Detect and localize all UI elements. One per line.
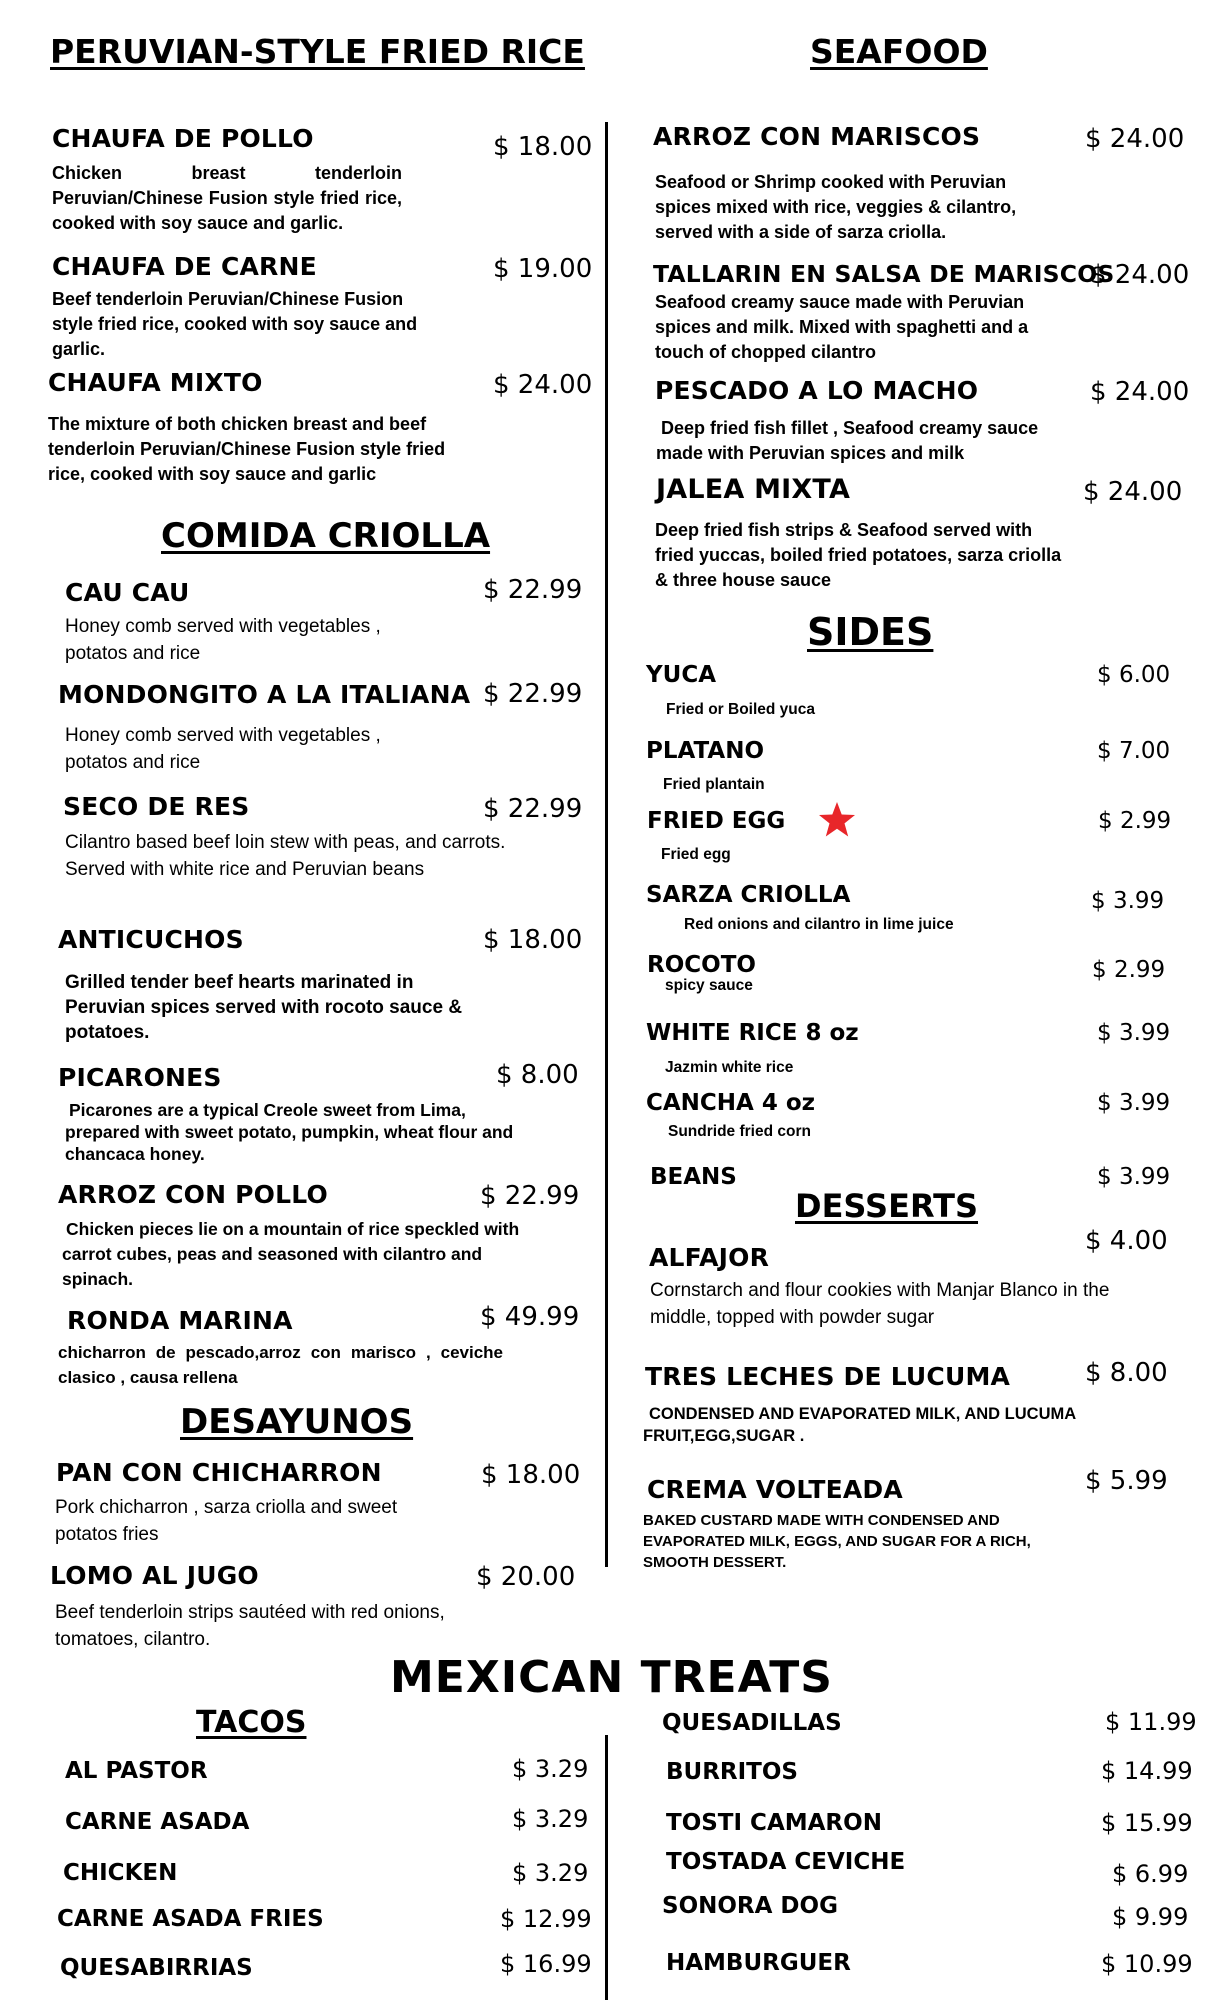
section-tacos: TACOS xyxy=(196,1705,307,1740)
item-name: CHAUFA DE CARNE xyxy=(52,252,317,281)
column-divider-bottom xyxy=(605,1735,608,2000)
item-price: $ 18.00 xyxy=(483,925,583,955)
item-name: PAN CON CHICHARRON xyxy=(56,1458,382,1487)
column-divider-top xyxy=(605,122,608,1567)
item-description: The mixture of both chicken breast and beef tenderloin Peruvian/Chinese Fusion style fried rice, cooked with soy sauce and garlic xyxy=(48,414,446,484)
item-description: Deep fried fish strips & Seafood served with fried yuccas, boiled fried potatoes, sarza criolla & three house sauce xyxy=(655,520,1062,590)
item-price: $ 5.99 xyxy=(1085,1466,1168,1496)
item-price: $ 24.00 xyxy=(493,370,593,400)
item-description: Picarones are a typical Creole sweet from Lima, prepared with sweet potato, pumpkin, wheat flour and chancaca honey. xyxy=(65,1100,514,1164)
item-name: BURRITOS xyxy=(666,1759,798,1785)
item-name: TOSTADA CEVICHE xyxy=(666,1849,906,1875)
item-price: $ 24.00 xyxy=(1090,260,1190,290)
item-name: QUESABIRRIAS xyxy=(60,1955,253,1981)
item-description: Seafood creamy sauce made with Peruvian spices and milk. Mixed with spaghetti and a touch of chopped cilantro xyxy=(655,292,1029,362)
item-name: ALFAJOR xyxy=(649,1243,770,1272)
item-description: Grilled tender beef hearts marinated in Peruvian spices served with rocoto sauce & potatoes. xyxy=(65,972,463,1043)
item-price: $ 24.00 xyxy=(1085,124,1185,154)
item-name: CARNE ASADA xyxy=(65,1809,250,1835)
item-description: Fried or Boiled yuca xyxy=(666,701,816,718)
item-name: RONDA MARINA xyxy=(67,1306,293,1335)
item-price: $ 18.00 xyxy=(481,1460,581,1490)
item-price: $ 3.29 xyxy=(512,1805,589,1833)
item-price: $ 8.00 xyxy=(1085,1358,1168,1388)
item-description: Seafood or Shrimp cooked with Peruvian spices mixed with rice, veggies & cilantro, served with a side of sarza criolla. xyxy=(655,172,1017,242)
section-sides: SIDES xyxy=(807,610,934,654)
item-description: Cilantro based beef loin stew with peas, and carrots. Served with white rice and Peruvian beans xyxy=(65,832,506,880)
item-price: $ 16.99 xyxy=(500,1950,592,1978)
section-comida-criolla: COMIDA CRIOLLA xyxy=(161,516,491,556)
item-name: SONORA DOG xyxy=(662,1893,838,1919)
section-seafood: SEAFOOD xyxy=(810,32,988,71)
section-mexican-treats: MEXICAN TREATS xyxy=(390,1652,833,1703)
item-name: CAU CAU xyxy=(65,578,190,607)
item-description: chicharron de pescado,arroz con marisco , ceviche clasico , causa rellena xyxy=(58,1343,503,1387)
item-description: BAKED CUSTARD MADE WITH CONDENSED AND EVAPORATED MILK, EGGS, AND SUGAR FOR A RICH, SMOOTH DESSERT. xyxy=(643,1512,1031,1571)
item-description: Honey comb served with vegetables , potatos and rice xyxy=(65,616,381,664)
item-name: CREMA VOLTEADA xyxy=(647,1475,903,1504)
item-price: $ 15.99 xyxy=(1101,1809,1193,1837)
item-name: PICARONES xyxy=(58,1063,222,1092)
section-fried-rice: PERUVIAN-STYLE FRIED RICE xyxy=(50,32,585,71)
item-name: CARNE ASADA FRIES xyxy=(57,1906,324,1932)
item-price: $ 10.99 xyxy=(1101,1950,1193,1978)
item-name: CHAUFA MIXTO xyxy=(48,368,263,397)
item-price: $ 20.00 xyxy=(476,1562,576,1592)
item-description: Pork chicharron , sarza criolla and sweet potatos fries xyxy=(55,1497,398,1545)
item-price: $ 22.99 xyxy=(480,1181,580,1211)
item-name: CHAUFA DE POLLO xyxy=(52,124,314,153)
item-price: $ 3.99 xyxy=(1091,888,1165,914)
item-name: BEANS xyxy=(650,1164,737,1190)
item-price: $ 4.00 xyxy=(1085,1226,1168,1256)
item-name: WHITE RICE 8 oz xyxy=(646,1020,859,1046)
item-price: $ 8.00 xyxy=(496,1060,579,1090)
item-price: $ 18.00 xyxy=(493,132,593,162)
star-icon xyxy=(817,800,857,840)
item-description: Fried plantain xyxy=(663,776,765,793)
item-price: $ 2.99 xyxy=(1092,957,1166,983)
item-name: CHICKEN xyxy=(63,1860,178,1886)
item-description: Chicken pieces lie on a mountain of rice speckled with carrot cubes, peas and seasoned with cilantro and spinach. xyxy=(62,1219,520,1289)
item-description: Red onions and cilantro in lime juice xyxy=(684,916,954,933)
section-desayunos: DESAYUNOS xyxy=(180,1402,414,1442)
item-price: $ 3.99 xyxy=(1097,1020,1171,1046)
item-price: $ 9.99 xyxy=(1112,1903,1189,1931)
item-name: ARROZ CON POLLO xyxy=(58,1180,328,1209)
item-price: $ 3.29 xyxy=(512,1859,589,1887)
item-price: $ 2.99 xyxy=(1098,808,1172,834)
item-name: MONDONGITO A LA ITALIANA xyxy=(58,680,471,709)
item-price: $ 19.00 xyxy=(493,254,593,284)
item-price: $ 6.99 xyxy=(1112,1860,1189,1888)
item-description: Cornstarch and flour cookies with Manjar Blanco in the middle, topped with powder sugar xyxy=(650,1280,1110,1328)
item-name: HAMBURGUER xyxy=(666,1950,851,1976)
item-name: TRES LECHES DE LUCUMA xyxy=(645,1362,1011,1391)
item-price: $ 12.99 xyxy=(500,1905,592,1933)
item-price: $ 7.00 xyxy=(1097,738,1171,764)
item-name: TOSTI CAMARON xyxy=(666,1810,882,1836)
item-name: ARROZ CON MARISCOS xyxy=(653,122,981,151)
item-price: $ 14.99 xyxy=(1101,1757,1193,1785)
item-price: $ 3.99 xyxy=(1097,1164,1171,1190)
item-price: $ 11.99 xyxy=(1105,1708,1197,1736)
item-price: $ 49.99 xyxy=(480,1302,580,1332)
item-name: ANTICUCHOS xyxy=(58,925,244,954)
item-name: LOMO AL JUGO xyxy=(50,1561,259,1590)
item-price: $ 22.99 xyxy=(483,679,583,709)
item-price: $ 3.99 xyxy=(1097,1090,1171,1116)
item-name: PLATANO xyxy=(646,738,765,764)
item-name: CANCHA 4 oz xyxy=(646,1090,816,1116)
item-description: Honey comb served with vegetables , potatos and rice xyxy=(65,725,381,773)
item-name: JALEA MIXTA xyxy=(656,474,851,505)
item-price: $ 22.99 xyxy=(483,575,583,605)
item-name: SECO DE RES xyxy=(63,792,250,821)
item-description: Beef tenderloin strips sautéed with red onions, tomatoes, cilantro. xyxy=(55,1602,445,1650)
item-name: ROCOTO xyxy=(647,952,756,978)
item-name: YUCA xyxy=(646,662,717,688)
item-description: Sundride fried corn xyxy=(668,1123,811,1140)
item-description: Fried egg xyxy=(661,846,731,863)
item-price: $ 24.00 xyxy=(1090,377,1190,407)
item-price: $ 6.00 xyxy=(1097,662,1171,688)
item-description: spicy sauce xyxy=(665,977,753,994)
item-name: TALLARIN EN SALSA DE MARISCOS xyxy=(653,260,1115,288)
item-name: AL PASTOR xyxy=(65,1758,208,1784)
item-name: PESCADO A LO MACHO xyxy=(655,376,979,405)
item-name: QUESADILLAS xyxy=(662,1710,842,1736)
section-desserts: DESSERTS xyxy=(795,1187,979,1225)
item-description: Jazmin white rice xyxy=(665,1059,794,1076)
item-description: Beef tenderloin Peruvian/Chinese Fusion style fried rice, cooked with soy sauce and garlic. xyxy=(52,289,418,359)
item-name: FRIED EGG xyxy=(647,808,786,834)
item-description: CONDENSED AND EVAPORATED MILK, AND LUCUMA FRUIT,EGG,SUGAR . xyxy=(643,1405,1076,1445)
item-name: SARZA CRIOLLA xyxy=(646,882,851,908)
item-description: Chicken breast tenderloin Peruvian/Chinese Fusion style fried rice, cooked with soy sauce and garlic. xyxy=(52,163,402,233)
item-price: $ 22.99 xyxy=(483,794,583,824)
item-price: $ 3.29 xyxy=(512,1755,589,1783)
item-price: $ 24.00 xyxy=(1083,477,1183,507)
item-description: Deep fried fish fillet , Seafood creamy sauce made with Peruvian spices and milk xyxy=(656,418,1039,463)
